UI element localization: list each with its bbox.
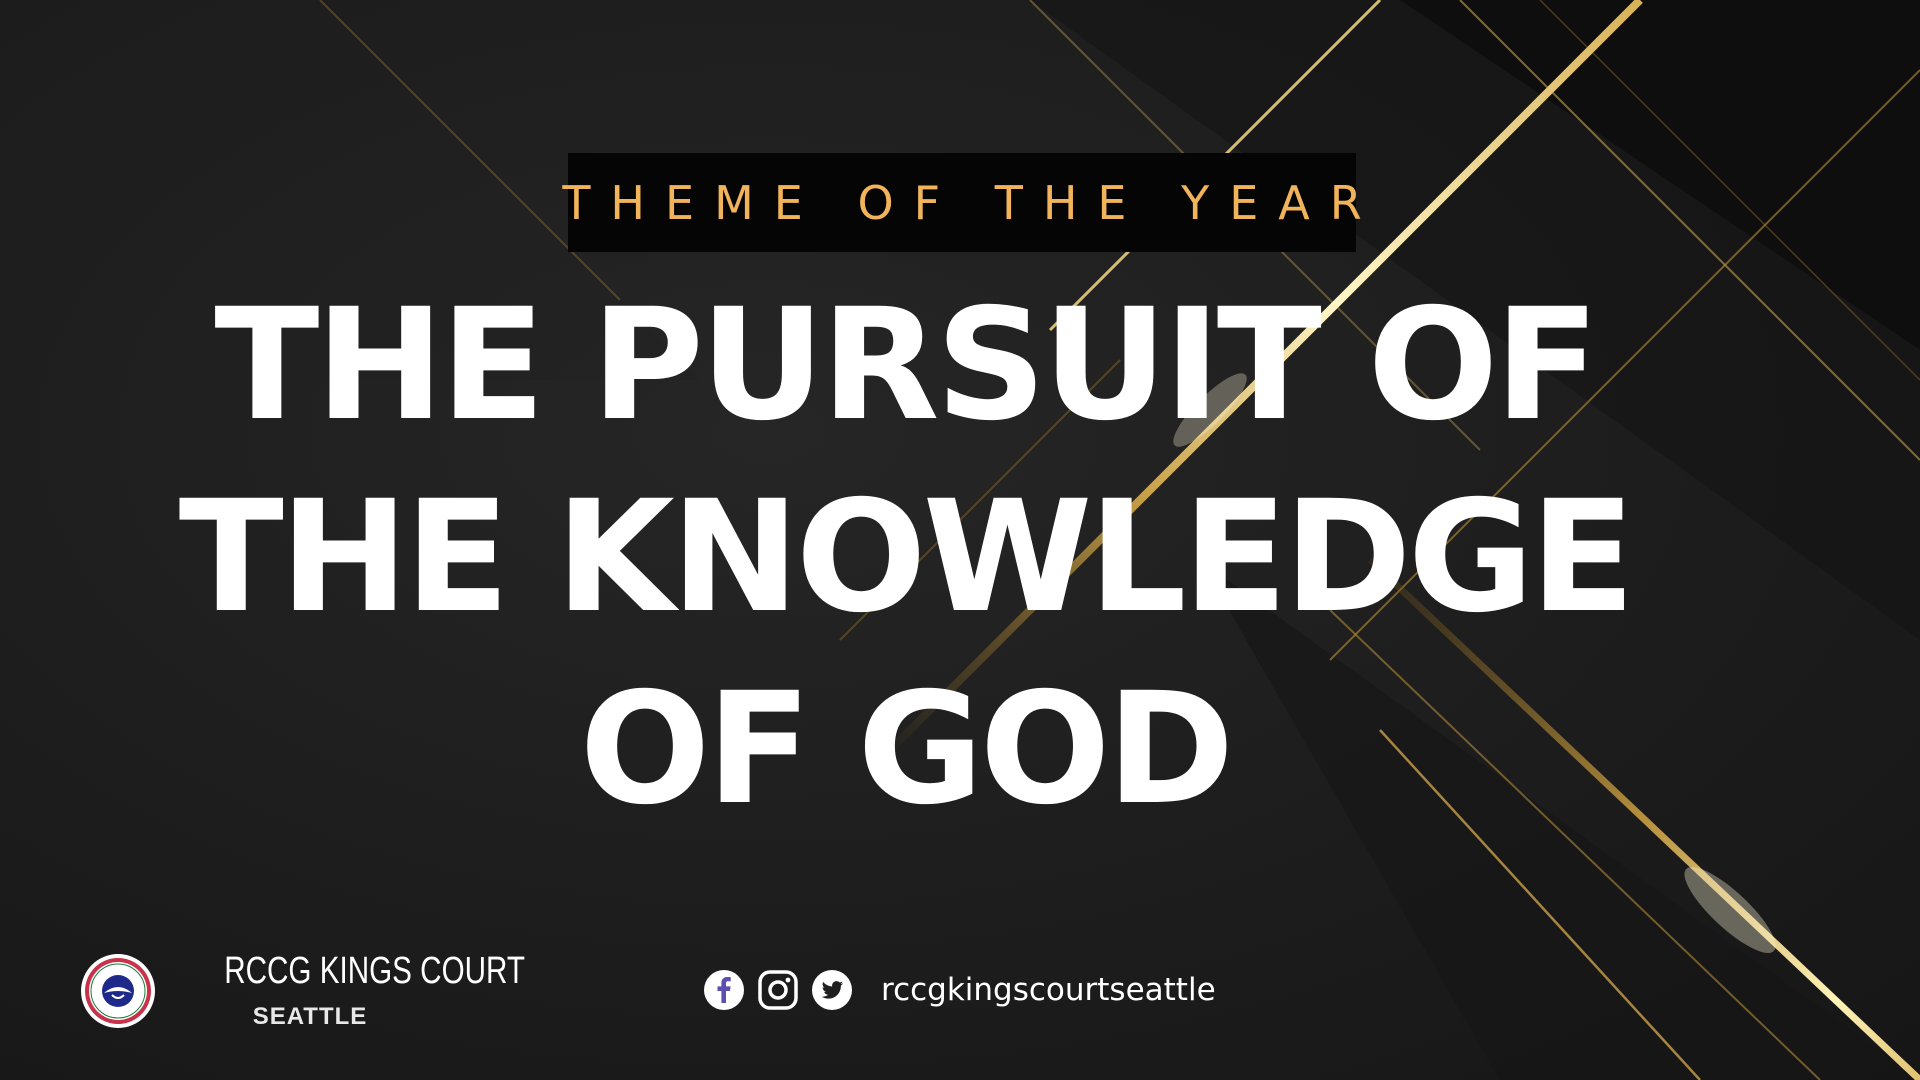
social-bar [703,969,1216,1011]
social-handle[interactable]: rccgkingscourtseattle [881,972,1216,1008]
headline-line-3: OF GOD [579,660,1231,839]
instagram-icon[interactable] [757,969,799,1011]
brand-block [200,948,526,1030]
headline [0,270,1810,846]
headline-line-2: THE KNOWLEDGE [178,468,1632,647]
brand-name: RCCG KINGS COURT [224,950,526,992]
church-seal-logo-icon [80,953,156,1029]
brand-location: SEATTLE [252,1003,368,1030]
theme-banner [562,153,1382,252]
theme-label: THEME OF THE YEAR [562,175,1382,230]
headline-line-1: THE PURSUIT OF [214,276,1596,455]
facebook-icon[interactable] [703,969,745,1011]
twitter-icon[interactable] [811,969,853,1011]
